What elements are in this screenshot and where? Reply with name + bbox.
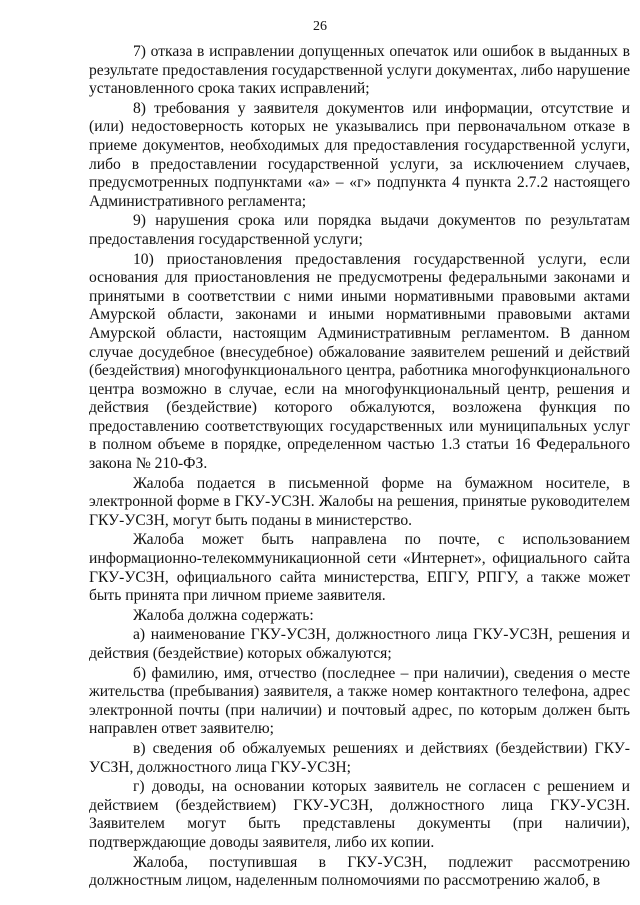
paragraph-complaint-contents-intro: Жалоба должна содержать: bbox=[133, 606, 314, 624]
paragraph-item-9: 9) нарушения срока или порядка выдачи документов по результатам предоставления государственной услуги; bbox=[89, 212, 630, 248]
paragraph-subitem-g: г) доводы, на основании которых заявитель не согласен с решением и действием (бездействием) ГКУ-УСЗН, должностного лица ГКУ-УСЗН. Заявителем могут быть представлены документы (при наличии), подтверждающие доводы заявителя, либо их копии. bbox=[89, 778, 630, 851]
paragraph-subitem-v: в) сведения об обжалуемых решениях и действиях (бездействии) ГКУ-УСЗН, должностного лица ГКУ-УСЗН; bbox=[89, 739, 630, 776]
paragraph-complaint-review: Жалоба, поступившая в ГКУ-УСЗН, подлежит рассмотрению должностным лицом, наделенным полномочиями по рассмотрению жалоб, в bbox=[89, 853, 630, 890]
paragraph-item-7: 7) отказа в исправлении допущенных опечаток или ошибок в выданных в результате предоставления государственной услуги документах, либо нарушение установленного срока таких исправлений; bbox=[89, 43, 631, 98]
paragraph-item-10: 10) приостановления предоставления государственной услуги, если основания для приостановления не предусмотрены федеральными законами и принятыми в соответствии с ними иными нормативными правовыми актами Амурской области, законами и иными нормативными правовыми актами Амурской области, настоящим Административным регламентом. В данном случае досудебное (внесудебное) обжалование заявителем решений и действий (бездействия) многофункционального центра, работника многофункционального центра возможно в случае, если на многофункциональный центр, решения и действия (бездействие) которого обжалуются, возложена функция по предоставлению соответствующих государственных или муниципальных услуг в полном объеме в порядке, определенном частью 1.3 статьи 16 Федерального закона № 210-ФЗ. bbox=[89, 250, 630, 473]
page-number: 26 bbox=[313, 19, 327, 34]
paragraph-subitem-b: б) фамилию, имя, отчество (последнее – при наличии), сведения о месте жительства (пребывания) заявителя, а также номер контактного телефона, адрес электронной почты (при наличии) и почтовый адрес, по которым должен быть направлен ответ заявителю; bbox=[89, 664, 630, 738]
paragraph-complaint-channels: Жалоба может быть направлена по почте, с использованием информационно-телекоммуникационной сети «Интернет», официального сайта ГКУ-УСЗН, официального сайта министерства, ЕПГУ, РПГУ, а также может быть принята при личном приеме заявителя. bbox=[89, 531, 630, 605]
paragraph-complaint-form: Жалоба подается в письменной форме на бумажном носителе, в электронной форме в ГКУ-УСЗН. Жалобы на решения, принятые руководителем ГКУ-УСЗН, могут быть поданы в министерство. bbox=[89, 474, 630, 529]
paragraph-subitem-a: а) наименование ГКУ-УСЗН, должностного лица ГКУ-УСЗН, решения и действия (бездействие) которых обжалуются; bbox=[89, 626, 630, 662]
document-body bbox=[89, 43, 630, 892]
paragraph-item-8: 8) требования у заявителя документов или информации, отсутствие и (или) недостоверность которых не указывались при первоначальном отказе в приеме документов, необходимых для предоставления государственной услуги, либо в предоставлении государственной услуги, за исключением случаев, предусмотренных подпунктами «а» – «г» подпункта 4 пункта 2.7.2 настоящего Административного регламента; bbox=[89, 99, 630, 210]
